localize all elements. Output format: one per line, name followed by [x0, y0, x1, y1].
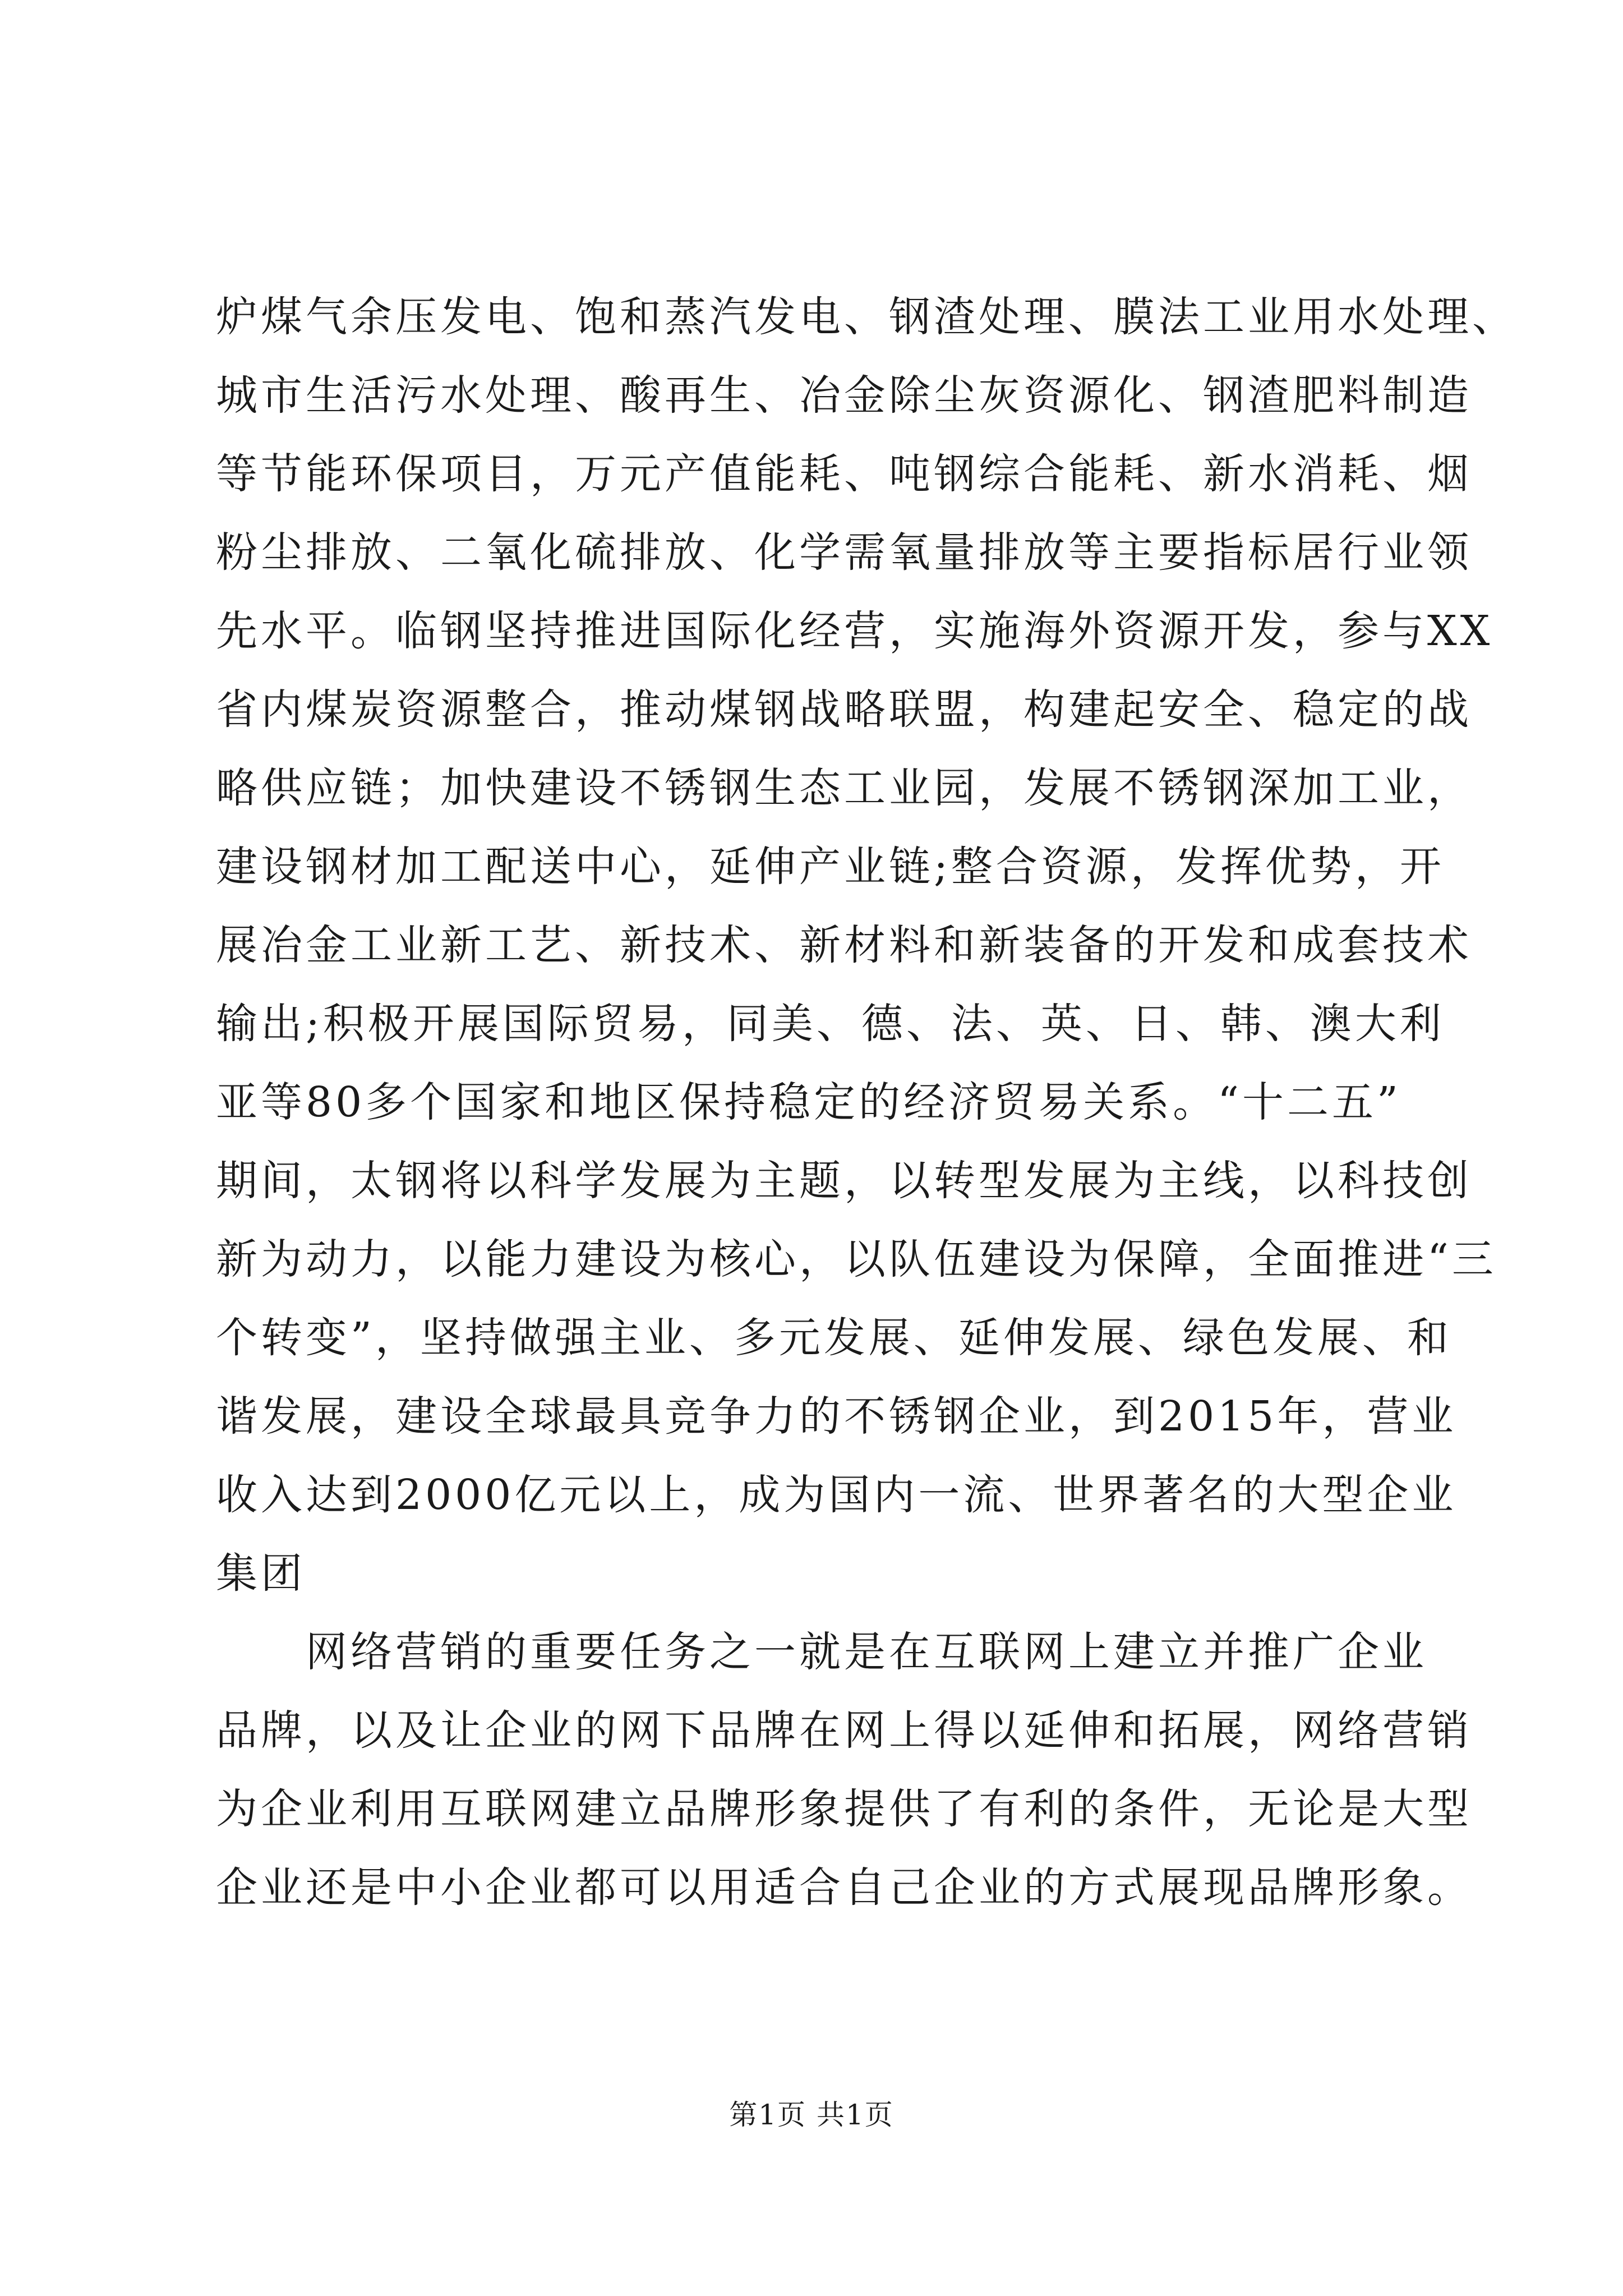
text-line: 等节能环保项目，万元产值能耗、吨钢综合能耗、新水消耗、烟 [216, 450, 1472, 498]
text-line: 展冶金工业新工艺、新技术、新材料和新装备的开发和成套技术 [216, 921, 1472, 969]
text-line: 谐发展，建设全球最具竞争力的不锈钢企业，到2015年，营业 [216, 1392, 1457, 1441]
text-line: 新为动力，以能力建设为核心，以队伍建设为保障，全面推进“三 [216, 1235, 1497, 1283]
text-line: 集团 [216, 1549, 306, 1598]
text-line: 建设钢材加工配送中心，延伸产业链;整合资源，发挥优势，开 [216, 843, 1445, 891]
text-line: 期间，太钢将以科学发展为主题，以转型发展为主线，以科技创 [216, 1157, 1472, 1205]
text-line: 亚等80多个国家和地区保持稳定的经济贸易关系。“十二五” [216, 1078, 1401, 1126]
text-line: 网络营销的重要任务之一就是在互联网上建立并推广企业 [306, 1628, 1427, 1676]
text-line: 炉煤气余压发电、饱和蒸汽发电、钢渣处理、膜法工业用水处理、 [216, 293, 1517, 341]
text-line: 为企业利用互联网建立品牌形象提供了有利的条件，无论是大型 [216, 1785, 1472, 1833]
text-line: 省内煤炭资源整合，推动煤钢战略联盟，构建起安全、稳定的战 [216, 685, 1472, 734]
page-footer: 第1页 共1页 [729, 2099, 894, 2131]
text-line: 企业还是中小企业都可以用适合自己企业的方式展现品牌形象。 [216, 1864, 1472, 1912]
text-line: 输出;积极开展国际贸易，同美、德、法、英、日、韩、澳大利 [216, 1000, 1445, 1048]
text-line: 个转变”，坚持做强主业、多元发展、延伸发展、绿色发展、和 [216, 1314, 1452, 1362]
text-line: 粉尘排放、二氧化硫排放、化学需氧量排放等主要指标居行业领 [216, 528, 1472, 577]
text-line: 品牌，以及让企业的网下品牌在网上得以延伸和拓展，网络营销 [216, 1706, 1472, 1755]
text-line: 略供应链；加快建设不锈钢生态工业园，发展不锈钢深加工业， [216, 764, 1472, 812]
text-line: 先水平。临钢坚持推进国际化经营，实施海外资源开发，参与XX [216, 607, 1493, 655]
text-line: 收入达到2000亿元以上，成为国内一流、世界著名的大型企业 [216, 1471, 1457, 1519]
text-line: 城市生活污水处理、酸再生、冶金除尘灰资源化、钢渣肥料制造 [216, 371, 1472, 420]
